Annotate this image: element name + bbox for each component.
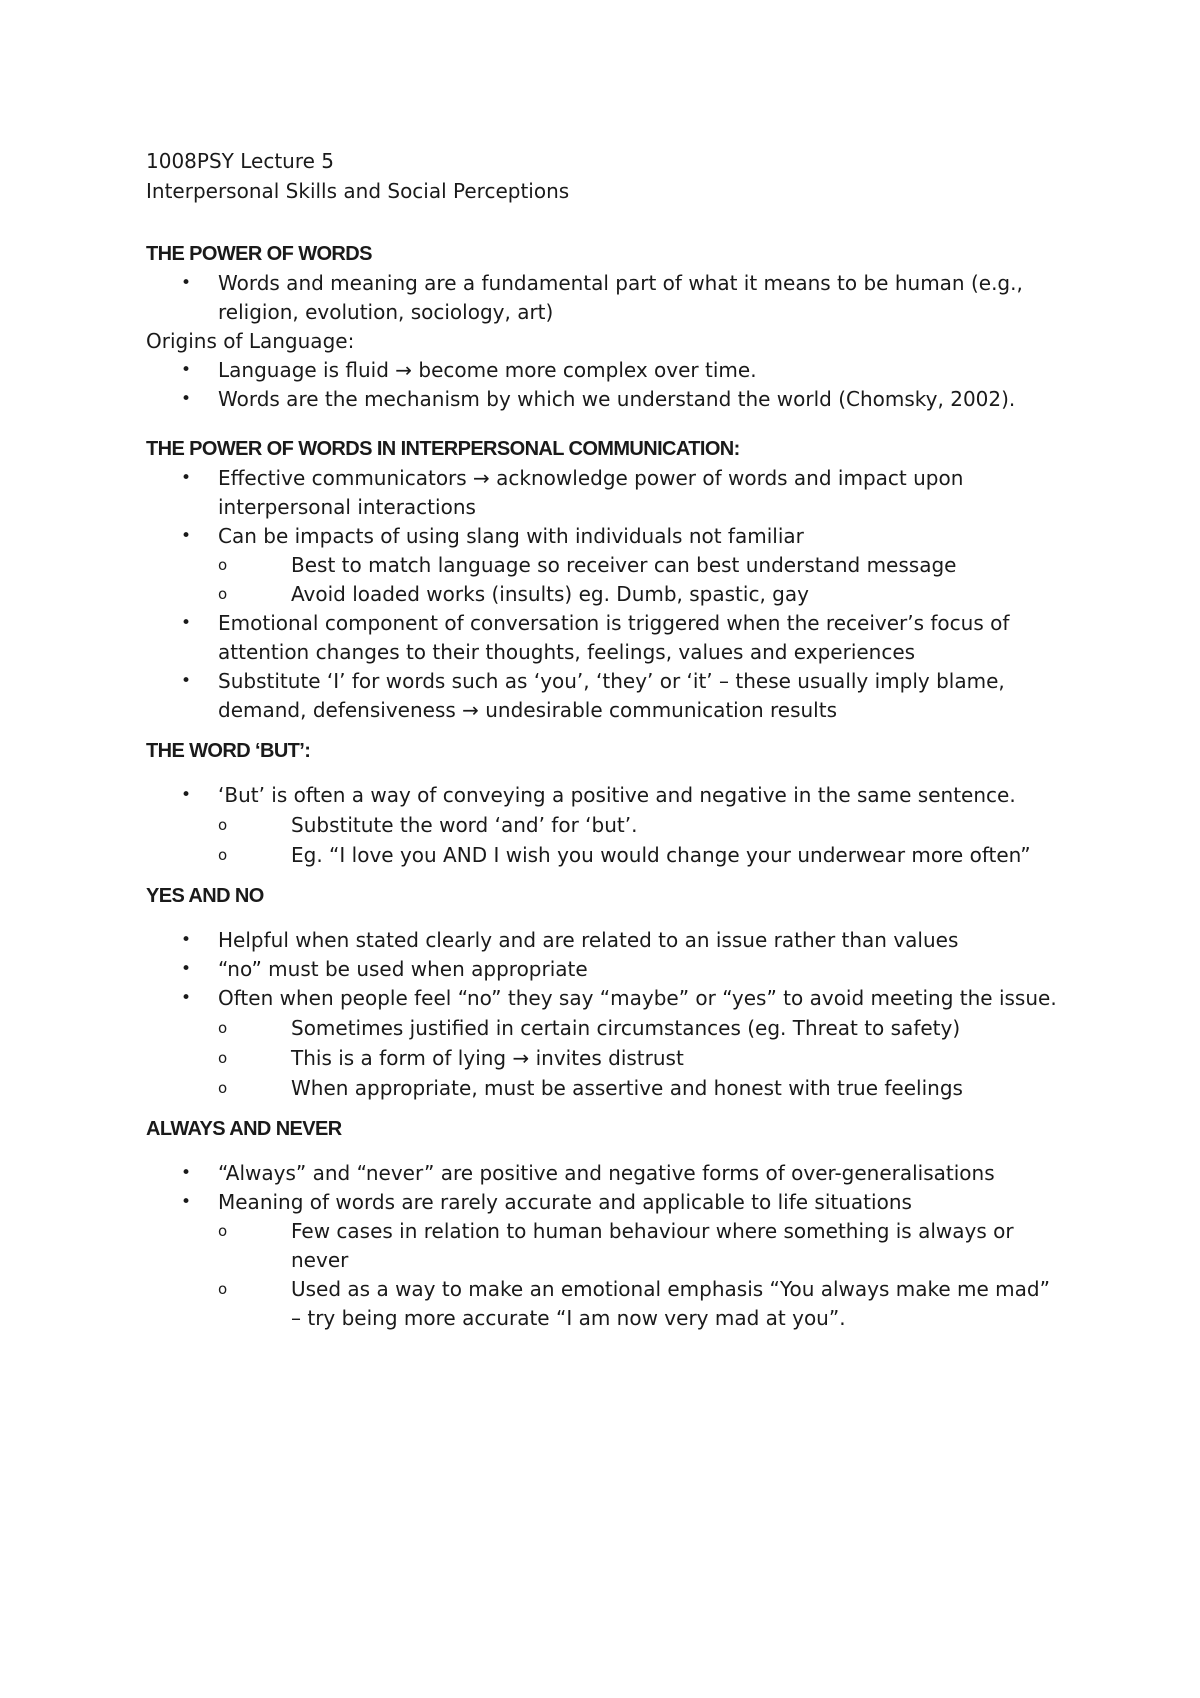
document-content bbox=[146, 146, 1066, 1333]
sub-list-item-text: Sometimes justified in certain circumstances (eg. Threat to safety) bbox=[291, 1016, 961, 1040]
bullet-icon: • bbox=[181, 1163, 192, 1183]
list-item-text: Emotional component of conversation is triggered when the receiver’s focus of attention changes to their thoughts, feelings, values and experiences bbox=[218, 611, 1010, 664]
sub-list-item bbox=[218, 810, 1066, 840]
sub-bullet-list bbox=[218, 810, 1066, 870]
sub-list-item bbox=[218, 580, 1066, 609]
circle-bullet-icon: o bbox=[218, 1049, 228, 1067]
subheading-origins: Origins of Language: bbox=[146, 329, 355, 353]
list-item-text: ‘But’ is often a way of conveying a positive and negative in the same sentence. bbox=[218, 783, 1016, 807]
sub-list-item bbox=[218, 1073, 1066, 1103]
section-heading-always-never: ALWAYS AND NEVER bbox=[146, 1118, 342, 1140]
list-item bbox=[146, 781, 1066, 870]
bullet-icon: • bbox=[181, 988, 192, 1008]
circle-bullet-icon: o bbox=[218, 1019, 228, 1037]
list-item bbox=[146, 1188, 1066, 1333]
list-item-text: Effective communicators → acknowledge power of words and impact upon interpersonal interactions bbox=[218, 466, 964, 519]
sub-list-item-text: Eg. “I love you AND I wish you would change your underwear more often” bbox=[291, 843, 1031, 867]
list-item bbox=[146, 269, 1066, 327]
list-item bbox=[146, 955, 1066, 984]
list-item-text: Language is fluid → become more complex over time. bbox=[218, 358, 757, 382]
list-item bbox=[146, 385, 1066, 414]
list-item bbox=[146, 984, 1066, 1103]
list-item bbox=[146, 609, 1066, 667]
circle-bullet-icon: o bbox=[218, 816, 228, 834]
sub-bullet-list bbox=[218, 1013, 1066, 1103]
list-item-text: “no” must be used when appropriate bbox=[218, 957, 588, 981]
circle-bullet-icon: o bbox=[218, 1079, 228, 1097]
list-item bbox=[146, 1159, 1066, 1188]
bullet-icon: • bbox=[181, 389, 192, 409]
bullet-list bbox=[146, 1159, 1066, 1333]
list-item bbox=[146, 522, 1066, 609]
list-item-text: Meaning of words are rarely accurate and applicable to life situations bbox=[218, 1190, 912, 1214]
list-item-text: Substitute ‘I’ for words such as ‘you’, ‘they’ or ‘it’ – these usually imply blame, demand, defensiveness → undesirable communication results bbox=[218, 669, 1005, 722]
circle-bullet-icon: o bbox=[218, 1280, 228, 1298]
bullet-icon: • bbox=[181, 273, 192, 293]
circle-bullet-icon: o bbox=[218, 585, 228, 603]
list-item bbox=[146, 926, 1066, 955]
sub-list-item bbox=[218, 1013, 1066, 1043]
circle-bullet-icon: o bbox=[218, 846, 228, 864]
bullet-icon: • bbox=[181, 613, 192, 633]
lecture-subtitle: Interpersonal Skills and Social Perceptions bbox=[146, 179, 570, 203]
bullet-list bbox=[146, 356, 1066, 414]
sub-list-item-text: This is a form of lying → invites distrust bbox=[291, 1046, 684, 1070]
list-item-text: Often when people feel “no” they say “maybe” or “yes” to avoid meeting the issue. bbox=[218, 986, 1057, 1010]
section-heading-interpersonal: THE POWER OF WORDS IN INTERPERSONAL COMMUNICATION: bbox=[146, 438, 740, 460]
sub-list-item-text: When appropriate, must be assertive and honest with true feelings bbox=[291, 1076, 963, 1100]
circle-bullet-icon: o bbox=[218, 556, 228, 574]
bullet-list bbox=[146, 781, 1066, 870]
bullet-icon: • bbox=[181, 930, 192, 950]
section-heading-word-but: THE WORD ‘BUT’: bbox=[146, 740, 311, 762]
bullet-list bbox=[146, 926, 1066, 1103]
sub-list-item bbox=[218, 1043, 1066, 1073]
sub-bullet-list bbox=[218, 1217, 1066, 1333]
sub-list-item bbox=[218, 840, 1066, 870]
sub-list-item-text: Substitute the word ‘and’ for ‘but’. bbox=[291, 813, 638, 837]
list-item-text: Words and meaning are a fundamental part of what it means to be human (e.g., religion, evolution, sociology, art) bbox=[218, 271, 1023, 324]
bullet-icon: • bbox=[181, 526, 192, 546]
sub-bullet-list bbox=[218, 551, 1066, 609]
bullet-icon: • bbox=[181, 959, 192, 979]
bullet-list bbox=[146, 464, 1066, 725]
bullet-icon: • bbox=[181, 360, 192, 380]
bullet-icon: • bbox=[181, 785, 192, 805]
section-heading-power-of-words: THE POWER OF WORDS bbox=[146, 243, 372, 265]
sub-list-item bbox=[218, 1275, 1066, 1333]
sub-list-item bbox=[218, 1217, 1066, 1275]
section-heading-yes-no: YES AND NO bbox=[146, 885, 264, 907]
bullet-icon: • bbox=[181, 671, 192, 691]
sub-list-item-text: Avoid loaded works (insults) eg. Dumb, spastic, gay bbox=[291, 582, 809, 606]
sub-list-item-text: Few cases in relation to human behaviour where something is always or never bbox=[291, 1219, 1014, 1272]
bullet-icon: • bbox=[181, 1192, 192, 1212]
sub-list-item-text: Best to match language so receiver can best understand message bbox=[291, 553, 957, 577]
bullet-list bbox=[146, 269, 1066, 327]
list-item-text: “Always” and “never” are positive and negative forms of over-generalisations bbox=[218, 1161, 995, 1185]
bullet-icon: • bbox=[181, 468, 192, 488]
sub-list-item-text: Used as a way to make an emotional emphasis “You always make me mad” – try being more accurate “I am now very mad at you”. bbox=[291, 1277, 1050, 1330]
sub-list-item bbox=[218, 551, 1066, 580]
list-item bbox=[146, 356, 1066, 385]
course-title: 1008PSY Lecture 5 bbox=[146, 149, 335, 173]
list-item bbox=[146, 464, 1066, 522]
circle-bullet-icon: o bbox=[218, 1222, 228, 1240]
list-item bbox=[146, 667, 1066, 725]
list-item-text: Can be impacts of using slang with individuals not familiar bbox=[218, 524, 804, 548]
list-item-text: Words are the mechanism by which we understand the world (Chomsky, 2002). bbox=[218, 387, 1016, 411]
list-item-text: Helpful when stated clearly and are related to an issue rather than values bbox=[218, 928, 959, 952]
